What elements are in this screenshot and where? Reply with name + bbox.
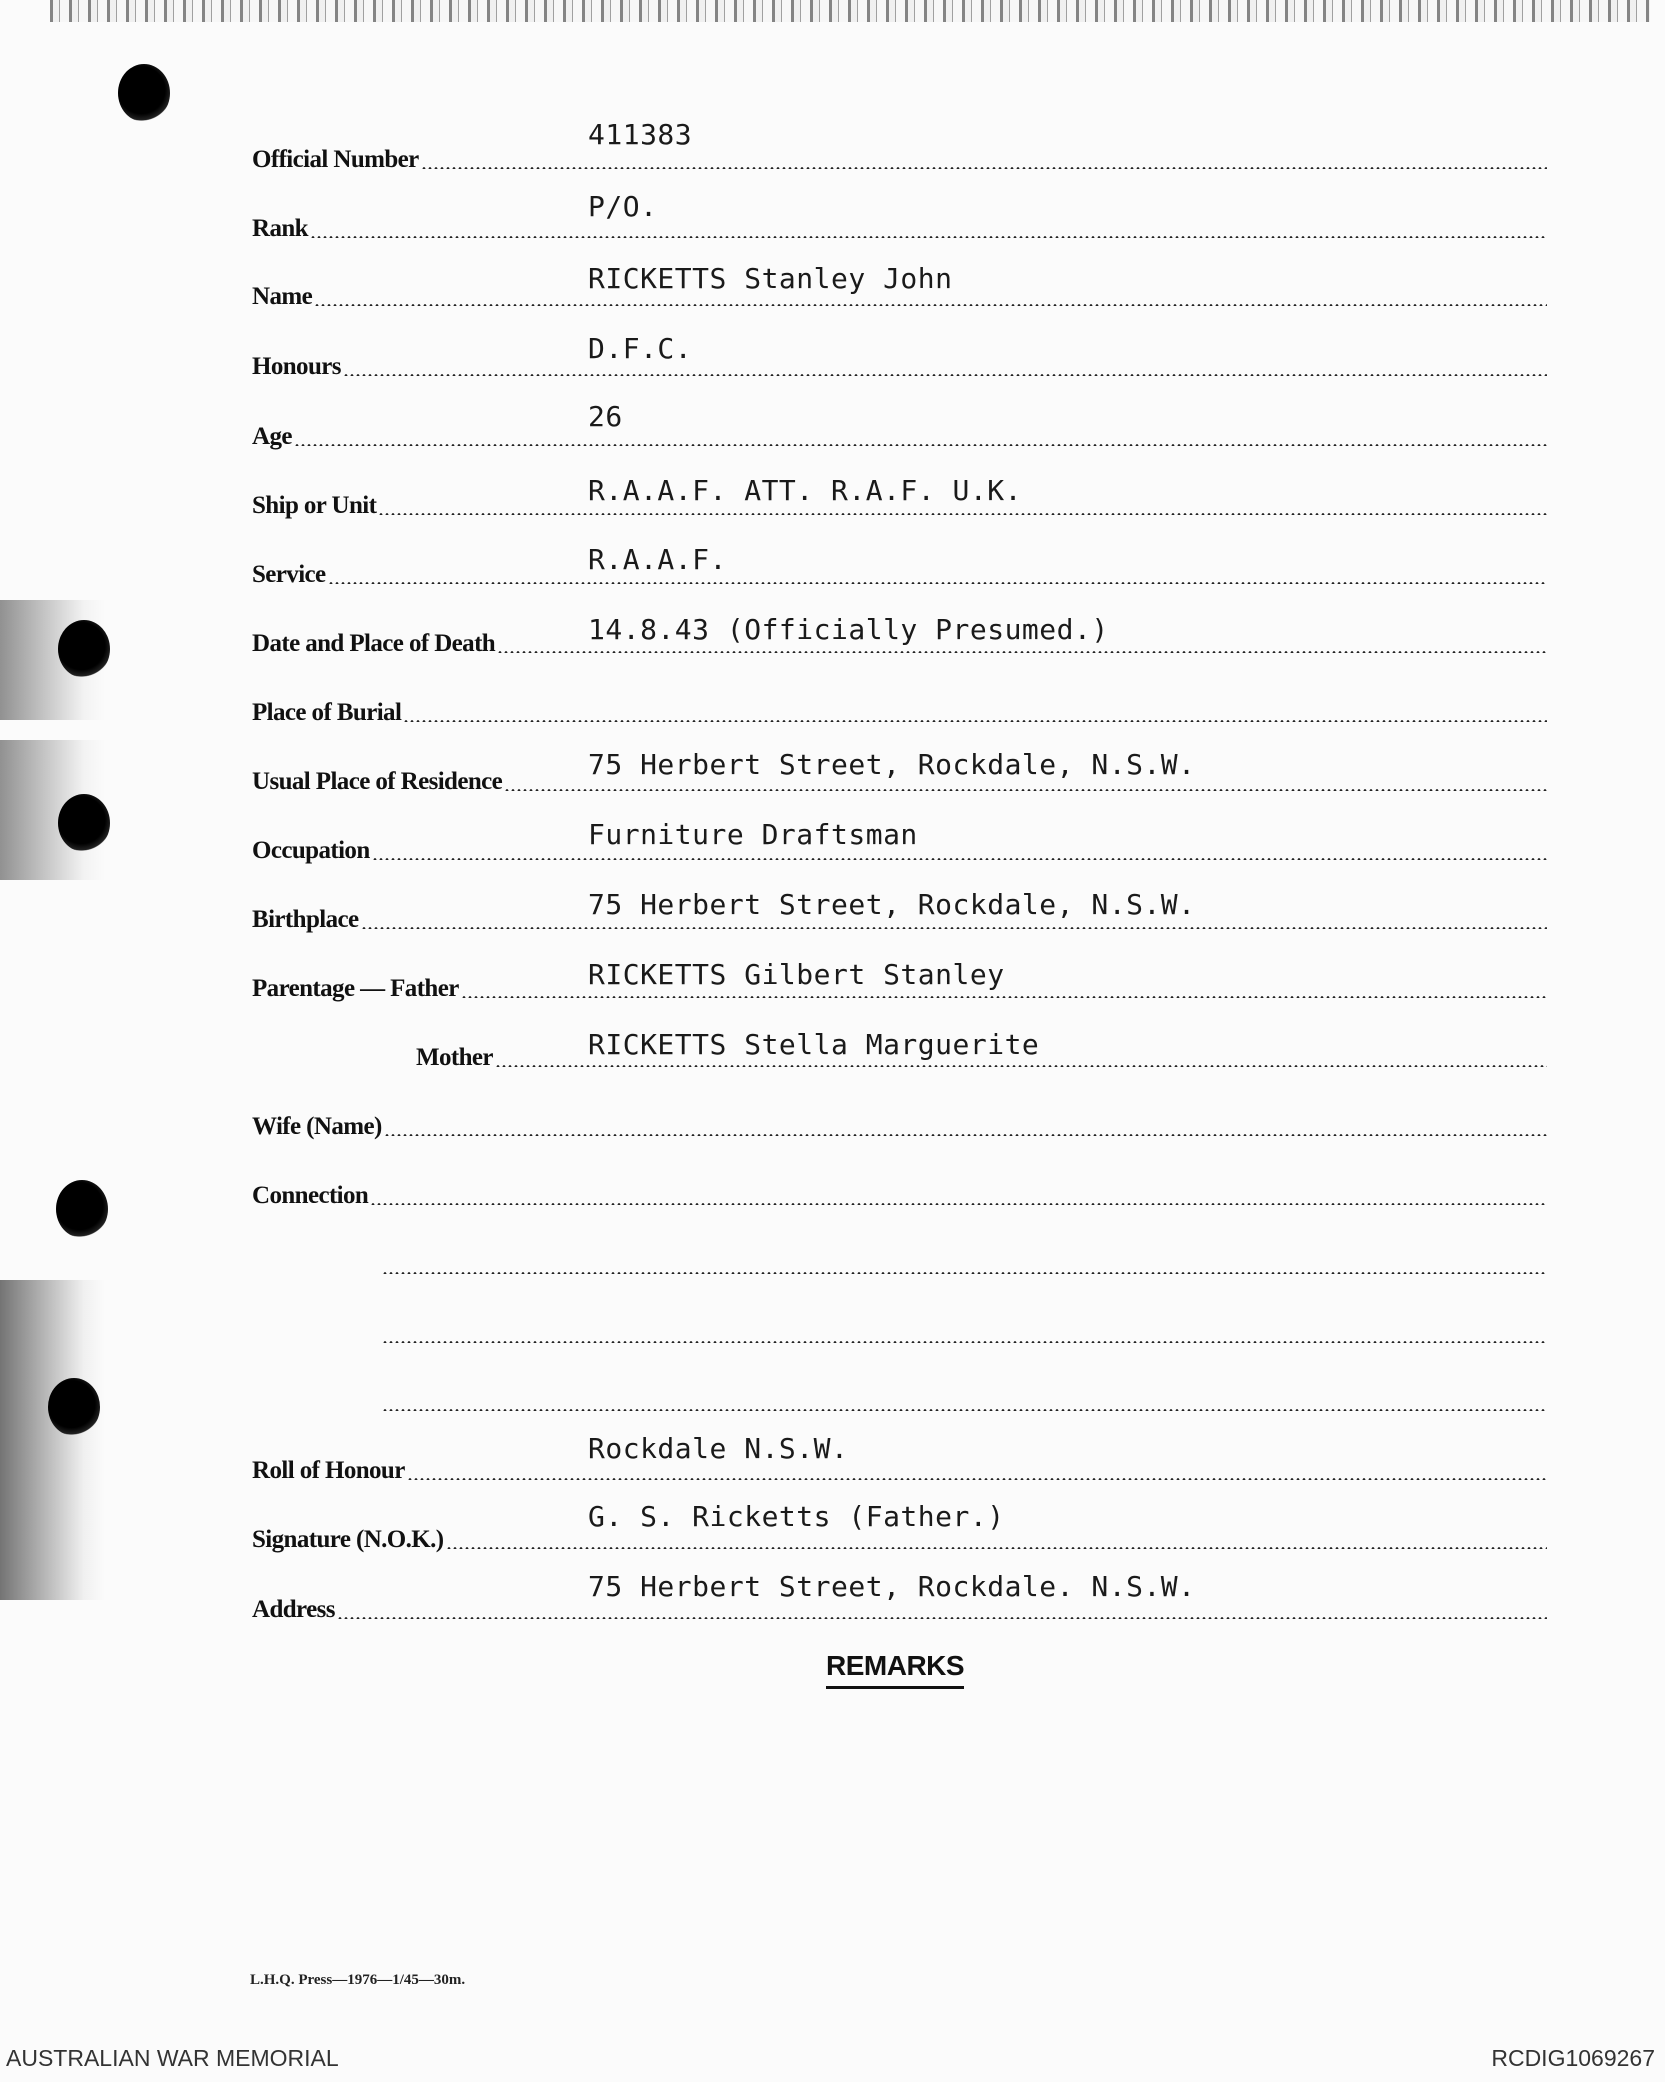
name-label: Name bbox=[252, 283, 313, 310]
punch-hole bbox=[118, 64, 170, 122]
service-value: R.A.A.F. bbox=[588, 543, 727, 576]
dotted-line bbox=[384, 1134, 1547, 1136]
signature-label: Signature (N.O.K.) bbox=[252, 1526, 444, 1553]
honours-value: D.F.C. bbox=[588, 332, 693, 365]
dotted-line bbox=[382, 1272, 1547, 1274]
place-burial-label: Place of Burial bbox=[252, 699, 402, 726]
official-number-value: 411383 bbox=[588, 118, 693, 151]
roll-of-honour-value: Rockdale N.S.W. bbox=[588, 1432, 849, 1465]
dotted-line bbox=[497, 651, 1547, 653]
place-burial-row bbox=[252, 663, 1547, 725]
date-place-death-value: 14.8.43 (Officially Presumed.) bbox=[588, 613, 1109, 646]
dotted-line bbox=[382, 1341, 1547, 1343]
mother-value: RICKETTS Stella Marguerite bbox=[588, 1028, 1040, 1061]
dotted-line bbox=[370, 1203, 1547, 1205]
connection-extra-line bbox=[380, 1284, 1547, 1346]
remarks-heading: REMARKS bbox=[826, 1650, 964, 1689]
dotted-line bbox=[403, 720, 1547, 722]
residence-label: Usual Place of Residence bbox=[252, 768, 503, 795]
connection-row bbox=[252, 1146, 1547, 1208]
occupation-value: Furniture Draftsman bbox=[588, 818, 918, 851]
age-row bbox=[252, 387, 1547, 449]
punch-hole bbox=[58, 794, 110, 852]
address-value: 75 Herbert Street, Rockdale. N.S.W. bbox=[588, 1570, 1196, 1603]
mother-label: Mother bbox=[416, 1044, 493, 1071]
dotted-line bbox=[337, 1617, 1547, 1619]
age-value: 26 bbox=[588, 400, 623, 433]
wife-label: Wife (Name) bbox=[252, 1113, 382, 1140]
scan-smudge bbox=[0, 1280, 105, 1600]
honours-row bbox=[252, 317, 1547, 379]
wife-row bbox=[252, 1077, 1547, 1139]
father-label: Parentage — Father bbox=[252, 975, 459, 1002]
rank-row bbox=[252, 179, 1547, 241]
dotted-line bbox=[461, 996, 1547, 998]
ship-or-unit-label: Ship or Unit bbox=[252, 492, 377, 519]
service-row bbox=[252, 525, 1547, 587]
rank-value: P/O. bbox=[588, 190, 658, 223]
occupation-label: Occupation bbox=[252, 837, 370, 864]
punch-hole bbox=[56, 1180, 108, 1238]
signature-value: G. S. Ricketts (Father.) bbox=[588, 1500, 1005, 1533]
printer-imprint: L.H.Q. Press—1976—1/45—30m. bbox=[250, 1972, 466, 1988]
dotted-line bbox=[495, 1065, 1547, 1067]
official-number-row bbox=[252, 110, 1547, 172]
roll-of-honour-row bbox=[252, 1421, 1547, 1483]
archive-credit: AUSTRALIAN WAR MEMORIAL bbox=[6, 2045, 339, 2071]
punch-hole bbox=[48, 1378, 100, 1436]
archive-id: RCDIG1069267 bbox=[1491, 2045, 1655, 2071]
dotted-line bbox=[372, 858, 1547, 860]
dotted-line bbox=[314, 304, 1547, 306]
name-value: RICKETTS Stanley John bbox=[588, 262, 953, 295]
connection-label: Connection bbox=[252, 1182, 369, 1209]
address-label: Address bbox=[252, 1596, 335, 1623]
punch-hole bbox=[58, 620, 110, 678]
dotted-line bbox=[504, 789, 1547, 791]
dotted-line bbox=[421, 167, 1547, 169]
dotted-line bbox=[294, 444, 1547, 446]
dotted-line bbox=[361, 927, 1548, 929]
dotted-line bbox=[446, 1547, 1547, 1549]
honours-label: Honours bbox=[252, 353, 341, 380]
dotted-line bbox=[382, 1409, 1547, 1411]
father-value: RICKETTS Gilbert Stanley bbox=[588, 958, 1005, 991]
date-place-death-label: Date and Place of Death bbox=[252, 630, 496, 657]
scan-noise-top bbox=[50, 0, 1650, 22]
dotted-line bbox=[310, 236, 1547, 238]
ship-or-unit-value: R.A.A.F. ATT. R.A.F. U.K. bbox=[588, 474, 1022, 507]
birthplace-label: Birthplace bbox=[252, 906, 359, 933]
rank-label: Rank bbox=[252, 215, 308, 242]
birthplace-value: 75 Herbert Street, Rockdale, N.S.W. bbox=[588, 888, 1196, 921]
residence-value: 75 Herbert Street, Rockdale, N.S.W. bbox=[588, 748, 1196, 781]
dotted-line bbox=[407, 1478, 1547, 1480]
connection-extra-line bbox=[380, 1215, 1547, 1277]
roll-of-honour-label: Roll of Honour bbox=[252, 1457, 405, 1484]
service-label: Service bbox=[252, 561, 326, 588]
dotted-line bbox=[328, 582, 1547, 584]
official-number-label: Official Number bbox=[252, 146, 419, 173]
connection-extra-line bbox=[380, 1352, 1547, 1414]
age-label: Age bbox=[252, 423, 292, 450]
dotted-line bbox=[343, 374, 1547, 376]
dotted-line bbox=[378, 513, 1547, 515]
